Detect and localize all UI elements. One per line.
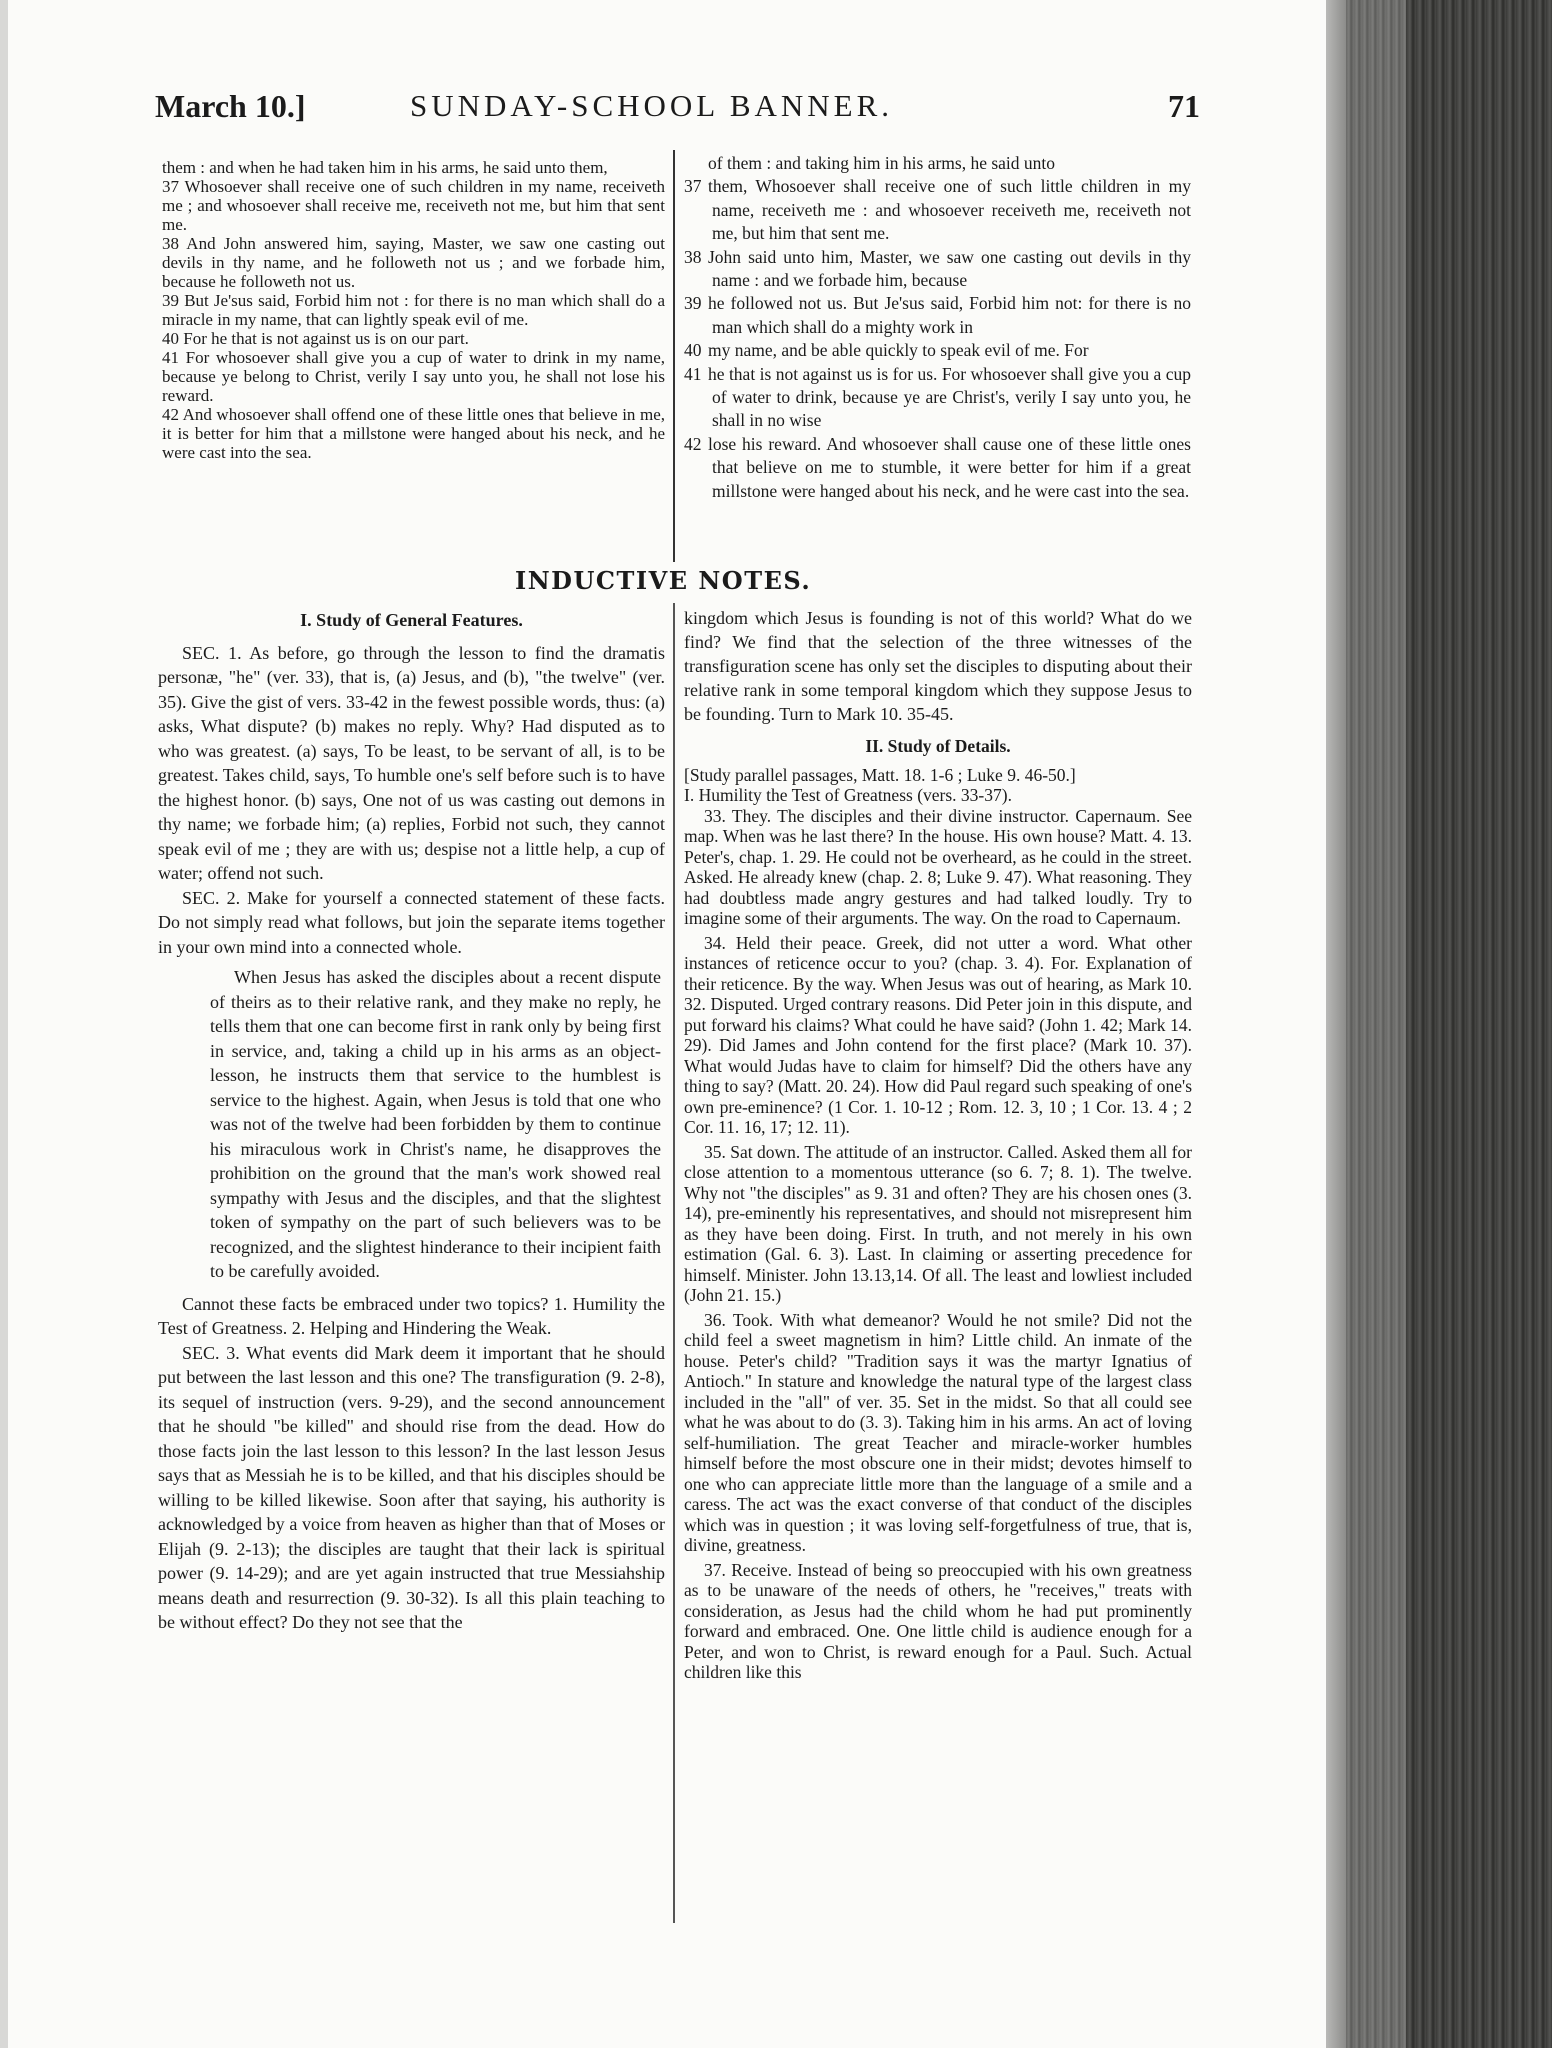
verse-number: 42 [684, 433, 702, 454]
verse-text: 37 them, Whosoever shall receive one of such little children in my name, receiveth me : and whosoever receiveth me, receiveth not me, but him that sent me. [684, 176, 1191, 244]
verse-text: 41 For whosoever shall give you a cup of water to drink in my name, because ye belong to Christ, verily I say unto you, he shall not lose his reward. [162, 348, 665, 405]
paragraph: SEC. 3. What events did Mark deem it important that he should put between the last lesson and this one? The transfiguration (9. 2-8), its sequel of instruction (vers. 9-29), and the second announcement that he should "be killed" and should rise from the dead. How do those facts join the last lesson to this lesson? In the last lesson Jesus says that as Messiah he is to be killed, and that his disciples should be willing to be killed likewise. Soon after that saying, his authority is acknowledged by a voice from heaven as higher than that of Moses or Elijah (9. 2-13); the disciples are taught that their lack is spiritual power (9. 14-29); and are yet again instructed that true Messiahship means death and resurrection (9. 30-32). Is all this plain teaching to be without effect? Do they not see that the [158, 1342, 665, 1632]
verse-text: 42 lose his reward. And whosoever shall cause one of these little ones that believe on me to stumble, it were better for him if a great millstone were hanged about his neck, and he were cast into the sea. [684, 433, 1191, 501]
scripture-authorized-version [162, 158, 665, 462]
section-title: INDUCTIVE NOTES. [515, 566, 812, 595]
verse-text: 37 Whosoever shall receive one of such children in my name, receiveth me ; and whosoever shall receive me, receiveth not me, but him that sent me. [162, 177, 665, 234]
paragraph: SEC. 2. Make for yourself a connected statement of these facts. Do not simply read what follows, but join the separate items together in your own mind into a connected whole. [158, 887, 665, 957]
verse-text: them : and when he had taken him in his arms, he said unto them, [162, 158, 608, 177]
verse-text: 40 my name, and be able quickly to speak evil of me. For [686, 339, 1191, 362]
notes-left-column [158, 606, 665, 1635]
verse-number: 39 [684, 293, 702, 314]
header-date: March 10.] [155, 88, 306, 124]
verse-text: 38 And John answered him, saying, Master, we saw one casting out devils in thy name, and he followeth not us ; and we forbade him, because he followeth not us. [162, 234, 665, 291]
verse-note: 33. They. The disciples and their divine instructor. Capernaum. See map. When was he last there? In the house. His own house? Matt. 4. 13. Peter's, chap. 1. 29. He could not be overheard, as he could in the street. Asked. He already knew (chap. 2. 8; Luke 9. 47). What reasoning. They had doubtless made angry gestures and had talked loudly. Try to imagine some of their arguments. The way. On the road to Capernaum. [684, 805, 1192, 928]
paragraph: Cannot these facts be embraced under two topics? 1. Humility the Test of Greatness. 2. Helping and Hindering the Weak. [158, 1293, 665, 1338]
verse-text: 39 he followed not us. But Je'sus said, Forbid him not: for there is no man which shall do a mighty work in [684, 293, 1191, 337]
book-spine-edge [1346, 0, 1552, 2048]
verse-note: 34. Held their peace. Greek, did not utter a word. What other instances of reticence occur to you? (chap. 3. 4). For. Explanation of their reticence. By the way. When Jesus was out of hearing, as Mark 10. 32. Disputed. Urged contrary reasons. Did Peter join in this dispute, and put forward his claims? What could he have said? (John 1. 42; Mark 14. 29). Did James and John contend for the first place? (Mark 10. 37). What would Judas have to claim for himself? Did the others have any thing to say? (Matt. 20. 24). How did Paul regard such speaking of one's own pre-eminence? (1 Cor. 1. 10-12 ; Rom. 12. 3, 10 ; 1 Cor. 13. 4 ; 2 Cor. 11. 16, 17; 12. 11). [684, 932, 1192, 1137]
scripture-revised-version [686, 152, 1191, 503]
verse-text: 39 But Je'sus said, Forbid him not : for there is no man which shall do a miracle in my name, that can lightly speak evil of me. [162, 291, 665, 329]
verse-text: of them : and taking him in his arms, he said unto [708, 153, 1056, 173]
verse-text: 41 he that is not against us is for us. For whosoever shall give you a cup of water to drink, because ye are Christ's, verily I say unto you, he shall in no wise [684, 363, 1191, 431]
verse-text: 40 For he that is not against us is on our part. [162, 329, 469, 348]
verse-text: 38 John said unto him, Master, we saw one casting out devils in thy name : and we forbade him, because [684, 246, 1191, 291]
page-number: 71 [1168, 88, 1200, 124]
column-divider [673, 150, 675, 562]
verse-text: 42 And whosoever shall offend one of these little ones that believe in me, it is better for him that a millstone were hanged about his neck, and he were cast into the sea. [162, 405, 665, 462]
notes-right-column [684, 606, 1192, 1683]
topic-subheading: I. Humility the Test of Greatness (vers. 33-37). [684, 785, 1012, 805]
verse-note: 35. Sat down. The attitude of an instructor. Called. Asked them all for close attention to a momentous utterance (so 6. 7; 8. 1). The twelve. Why not "the disciples" as 9. 31 and often? They are his chosen ones (3. 14), pre-eminently his representatives, and should not misrepresent him as they have been doing. First. In truth, and not merely in his own estimation (Gal. 6. 3). Last. In claiming or asserting precedence for himself. Minister. John 13.13,14. Of all. The least and lowliest included (John 21. 15.) [684, 1141, 1192, 1305]
verse-note: 36. Took. With what demeanor? Would he not smile? Did not the child feel a sweet magnetism in him? Little child. An inmate of the house. Peter's child? "Tradition says it was the martyr Ignatius of Antioch." In stature and knowledge the natural type of the largest class included in the "all" of ver. 35. Set in the midst. So that all could see what he was about to do (3. 3). Taking him in his arms. An act of loving self-humiliation. The great Teacher and miracle-worker humbles himself before the most obscure one in their midst; devotes himself to one who can appreciate little more than the language of a smile and a caress. The act was the exact converse of that conduct of the disciples which was in question ; it was loving self-forgetfulness of true, that is, divine, greatness. [684, 1309, 1192, 1555]
verse-number: 40 [684, 340, 702, 361]
subsection-heading: I. Study of General Features. [300, 610, 523, 630]
parallel-passages: [Study parallel passages, Matt. 18. 1-6 ; Luke 9. 46-50.] [684, 764, 1076, 785]
verse-note: 37. Receive. Instead of being so preoccupied with his own greatness as to be unaware of the needs of others, he "receives," treats with consideration, as Jesus had the child whom he had put prominently forward and embraced. One. One little child is audience enough for a Peter, and won to Christ, is reward enough for a Paul. Such. Actual children like this [684, 1559, 1192, 1682]
verse-number: 41 [684, 363, 702, 384]
subsection-heading: II. Study of Details. [865, 736, 1011, 756]
paragraph: kingdom which Jesus is founding is not of this world? What do we find? We find that the selection of the three witnesses of the transfiguration scene has only set the disciples to disputing about their relative rank in some temporal kingdom which they suppose Jesus to be founding. Turn to Mark 10. 35-45. [684, 608, 1192, 724]
column-divider [673, 603, 675, 1923]
block-quote: When Jesus has asked the disciples about a recent dispute of theirs as to their relative rank, and they make no reply, he tells them that one can become first in rank only by being first in service, and, taking a child up in his arms as an object-lesson, he instructs them that service to the humblest is service to the highest. Again, when Jesus is told that one who was not of the twelve had been forbidden by them to continue his miraculous work in Christ's name, he disapproves the prohibition on the ground that the man's work showed real sympathy with Jesus and the disciples, and that the slightest token of sympathy on the part of such believers was to be recognized, and the slightest hinderance to their incipient faith to be carefully avoided. [210, 967, 661, 1281]
verse-number: 37 [684, 176, 702, 197]
verse-number: 38 [684, 246, 702, 267]
paragraph: SEC. 1. As before, go through the lesson to find the dramatis personæ, "he" (ver. 33), that is, (a) Jesus, and (b), "the twelve" (ver. 35). Give the gist of vers. 33-42 in the fewest possible words, thus: (a) asks, What dispute? (b) makes no reply. Why? Had disputed as to who was greatest. (a) says, To be least, to be servant of all, is to be greatest. Takes child, says, To humble one's self before such is to have the highest honor. (b) says, One not of us was casting out demons in thy name; we forbade him; (a) replies, Forbid not such, they cannot speak evil of me ; they are with us; despise not a little help, a cup of water; offend not such. [158, 642, 665, 883]
header-title: SUNDAY-SCHOOL BANNER. [410, 88, 894, 123]
running-header [155, 88, 1200, 138]
page-gutter-shadow [1326, 0, 1346, 2048]
